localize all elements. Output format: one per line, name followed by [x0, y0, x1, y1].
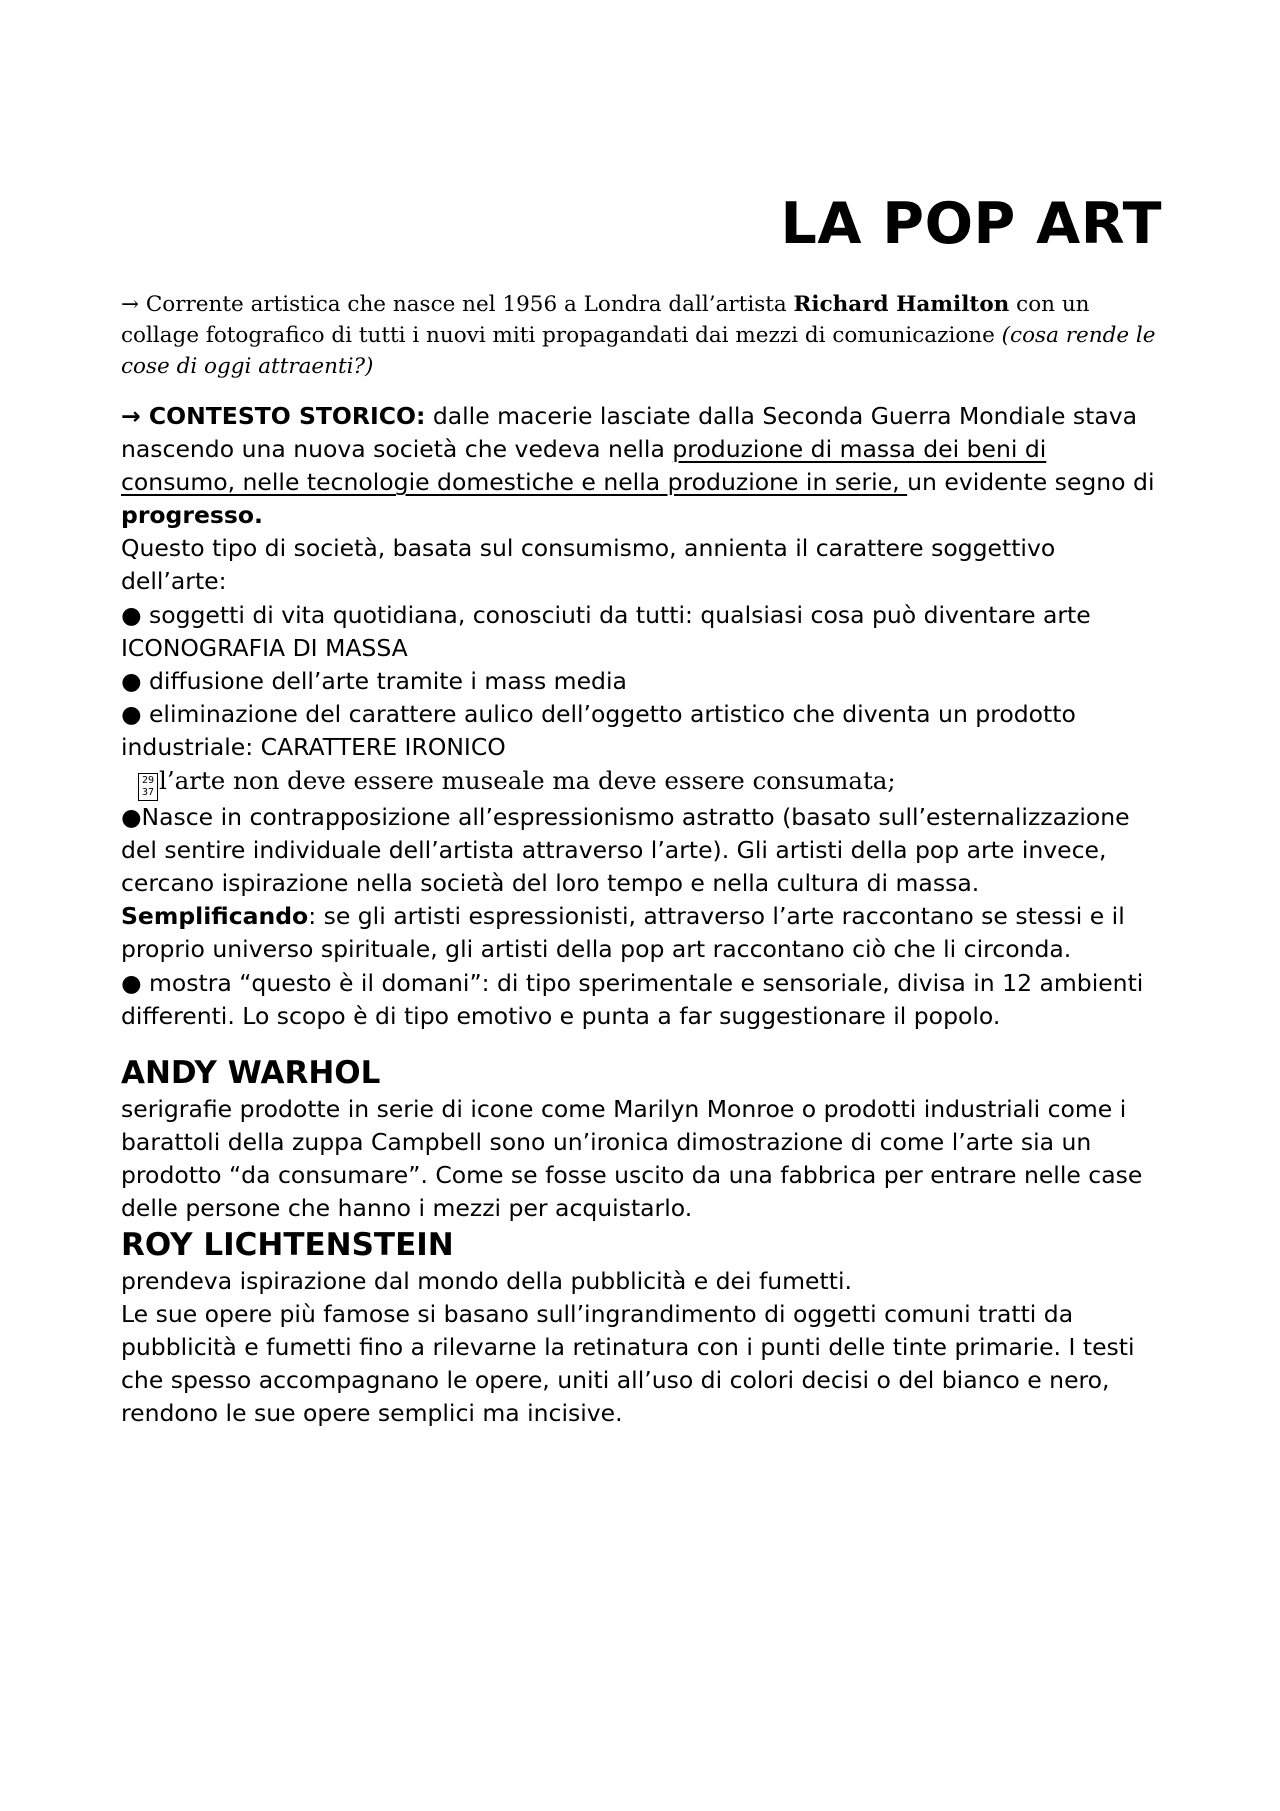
- consumismo-paragraph: Questo tipo di società, basata sul consumismo, annienta il carattere soggettivo dell’arte:: [121, 534, 1056, 596]
- semplificando-paragraph: [121, 900, 1166, 966]
- mostra-paragraph: ● mostra “questo è il domani”: di tipo sperimentale e sensoriale, divisa in 12 ambienti differenti. Lo scopo è di tipo emotivo e punta a far suggestionare il popolo.: [121, 968, 1144, 1030]
- contesto-paragraph: [121, 400, 1166, 532]
- contesto-text-2: un evidente segno di: [907, 468, 1155, 497]
- missing-glyph-box-icon: [138, 773, 158, 801]
- espressionismo-paragraph: ●Nasce in contrapposizione all’espressionismo astratto (basato sull’esternalizzazione del sentire individuale dell’artista attraverso l’arte). Gli artisti della pop arte invece, cercano ispirazione nella società del loro tempo e nella cultura di massa.: [121, 803, 1130, 898]
- glyph-code-top: 29: [141, 775, 155, 787]
- lichtenstein-heading: ROY LICHTENSTEIN: [121, 1227, 454, 1264]
- lichtenstein-paragraph-2: Le sue opere più famose si basano sull’ingrandimento di oggetti comuni tratti da pubblicità e fumetti fino a rilevarne la retinatura con i punti delle tinte primarie. I testi che spesso accompagnano le opere, uniti all’uso di colori decisi o del bianco e nero, rendono le sue opere semplici ma incisive.: [121, 1300, 1135, 1428]
- bullet-soggetti: ● soggetti di vita quotidiana, conosciuti da tutti: qualsiasi cosa può diventare arte ICONOGRAFIA DI MASSA: [121, 600, 1091, 662]
- semplificando-bold: Semplificando: [121, 902, 309, 931]
- museale-line: [121, 764, 1166, 801]
- contesto-underlined-text: produzione di massa dei beni di consumo, nelle tecnologie domestiche e nella produzione in serie,: [121, 435, 1047, 497]
- intro-arrow: →: [121, 292, 140, 317]
- contesto-bold-progresso: progresso.: [121, 501, 263, 530]
- warhol-heading: ANDY WARHOL: [121, 1054, 381, 1091]
- glyph-code-bottom: 37: [141, 787, 155, 799]
- intro-italic-question: (cosa rende le cose di oggi attraenti?): [121, 323, 1156, 379]
- intro-artist-name: Richard Hamilton: [793, 292, 1010, 317]
- page-title: LA POP ART: [780, 191, 1162, 257]
- bullet-eliminazione: ● eliminazione del carattere aulico dell’oggetto artistico che diventa un prodotto industriale: CARATTERE IRONICO: [121, 699, 1076, 761]
- intro-paragraph: [121, 289, 1161, 382]
- bullet-diffusione: ● diffusione dell’arte tramite i mass media: [121, 666, 627, 695]
- contesto-text-1: dalle macerie lasciate dalla Seconda Guerra Mondiale stava nascendo una nuova società che vedeva nella: [121, 402, 1138, 464]
- intro-text-2: con un collage fotografico di tutti i nuovi miti propagandati dai mezzi di comunicazione: [121, 292, 1090, 348]
- warhol-paragraph: serigrafie prodotte in serie di icone come Marilyn Monroe o prodotti industriali come i barattoli della zuppa Campbell sono un’ironica dimostrazione di come l’arte sia un prodotto “da consumare”. Come se fosse uscito da una fabbrica per entrare nelle case delle persone che hanno i mezzi per acquistarlo.: [121, 1094, 1143, 1222]
- semplificando-text: : se gli artisti espressionisti, attraverso l’arte raccontano se stessi e il proprio universo spirituale, gli artisti della pop art raccontano ciò che li circonda.: [121, 902, 1125, 964]
- main-body: [121, 400, 1166, 1431]
- intro-text-1: Corrente artistica che nasce nel 1956 a Londra dall’artista: [139, 292, 794, 317]
- museale-text: l’arte non deve essere museale ma deve essere consumata;: [159, 766, 896, 796]
- lichtenstein-paragraph-1: prendeva ispirazione dal mondo della pubblicità e dei fumetti.: [121, 1267, 852, 1296]
- contesto-label: → CONTESTO STORICO:: [121, 402, 426, 430]
